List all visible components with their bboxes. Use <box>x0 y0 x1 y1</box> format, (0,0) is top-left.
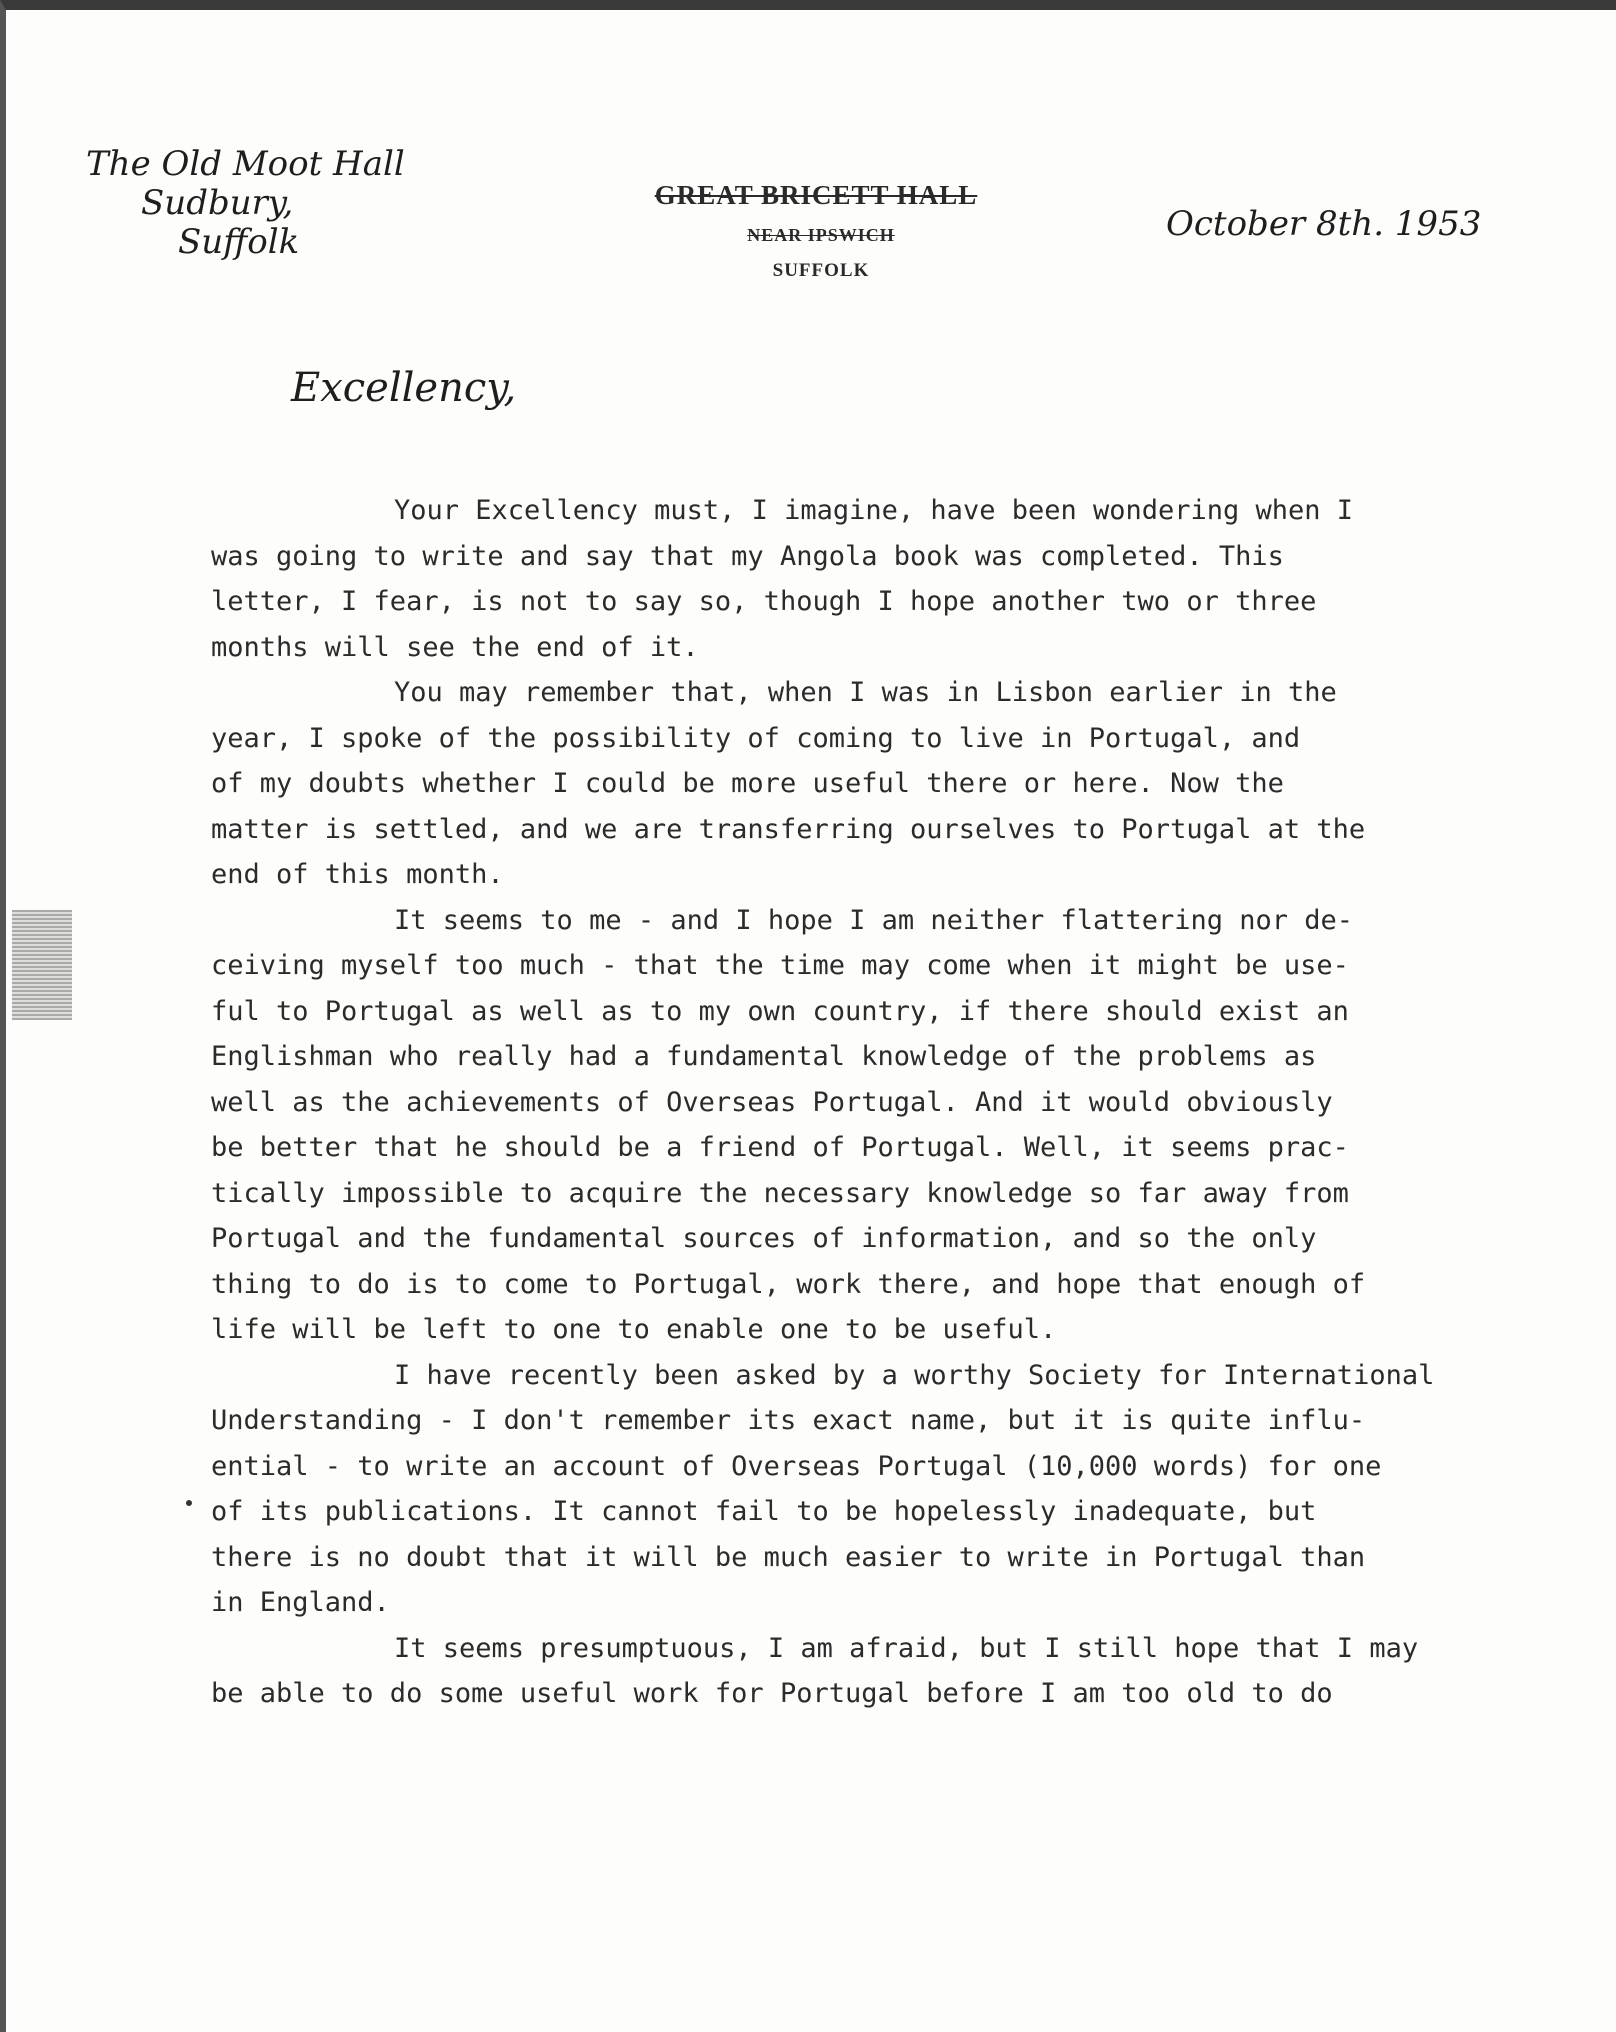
body-line: was going to write and say that my Angola book was completed. This <box>211 540 1284 572</box>
body-line: ceiving myself too much - that the time may come when it might be use- <box>211 950 1349 981</box>
printed-letterhead <box>606 180 1026 282</box>
scan-artifact <box>12 910 72 1020</box>
body-line: end of this month. <box>211 859 504 890</box>
body-line: Your Excellency must, I imagine, have been wondering when I <box>394 495 1354 526</box>
body-line: ful to Portugal as well as to my own country, if there should exist an <box>211 995 1349 1027</box>
body-line: tically impossible to acquire the necessary knowledge so far away from <box>211 1177 1349 1209</box>
letter-body <box>211 488 1551 1717</box>
letterhead-line-struck: GREAT BRICETT HALL <box>654 180 978 210</box>
body-line: It seems presumptuous, I am afraid, but I still hope that I may <box>394 1632 1419 1664</box>
body-line: in England. <box>211 1587 390 1618</box>
body-line: letter, I fear, is not to say so, though I hope another two or three <box>211 586 1317 617</box>
address-line: Sudbury, <box>141 183 294 224</box>
letterhead-county: SUFFOLK <box>772 260 870 281</box>
letterhead-line-struck: NEAR IPSWICH <box>747 225 895 245</box>
body-line: be able to do some useful work for Portugal before I am too old to do <box>211 1678 1333 1709</box>
body-line: It seems to me - and I hope I am neither flattering nor de- <box>394 904 1354 936</box>
address-line: The Old Moot Hall <box>86 144 405 184</box>
body-line: well as the achievements of Overseas Portugal. And it would obviously <box>211 1086 1333 1118</box>
body-line: of its publications. It cannot fail to be hopelessly inadequate, but <box>211 1496 1317 1527</box>
body-line: life will be left to one to enable one to be useful. <box>211 1314 1057 1345</box>
body-line: You may remember that, when I was in Lisbon earlier in the <box>394 677 1337 708</box>
body-line: ential - to write an account of Overseas Portugal (10,000 words) for one <box>211 1450 1382 1482</box>
body-line: I have recently been asked by a worthy Society for International <box>394 1359 1435 1391</box>
body-line: Englishman who really had a fundamental knowledge of the problems as <box>211 1041 1317 1072</box>
body-line: of my doubts whether I could be more useful there or here. Now the <box>211 768 1284 799</box>
body-line: thing to do is to come to Portugal, work there, and hope that enough of <box>211 1268 1366 1300</box>
body-line: Portugal and the fundamental sources of information, and so the only <box>211 1223 1317 1254</box>
address-line: Suffolk <box>178 222 300 263</box>
body-line: Understanding - I don't remember its exact name, but it is quite influ- <box>211 1405 1366 1436</box>
handwritten-date: October 8th. 1953 <box>1166 204 1482 244</box>
margin-dot <box>186 1500 192 1506</box>
body-line: months will see the end of it. <box>211 631 699 663</box>
body-line: there is no doubt that it will be much easier to write in Portugal than <box>211 1541 1366 1573</box>
body-line: year, I spoke of the possibility of coming to live in Portugal, and <box>211 722 1301 754</box>
handwritten-salutation: Excellency, <box>291 365 517 411</box>
body-line: matter is settled, and we are transferring ourselves to Portugal at the <box>211 813 1366 845</box>
body-line: be better that he should be a friend of Portugal. Well, it seems prac- <box>211 1132 1349 1163</box>
handwritten-return-address <box>86 145 506 262</box>
